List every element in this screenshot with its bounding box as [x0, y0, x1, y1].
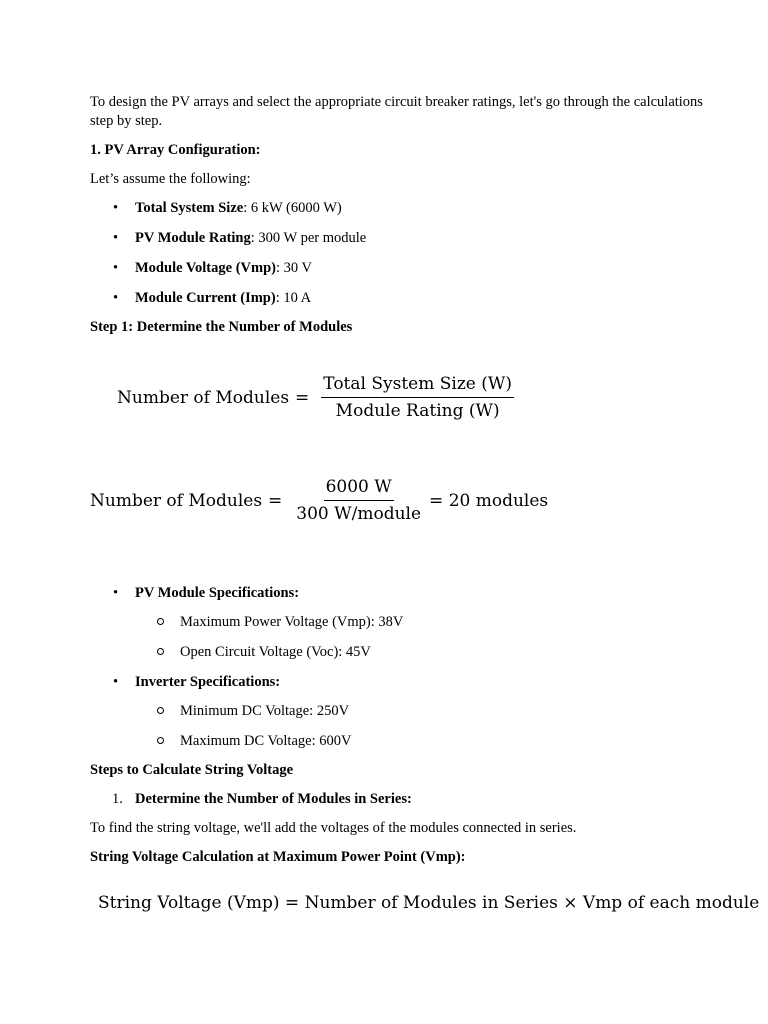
equation-number-of-modules-formula	[117, 374, 520, 421]
assumption-value: : 30 V	[275, 260, 312, 276]
sub-list	[135, 613, 710, 662]
numbered-steps	[90, 790, 710, 809]
circle-bullet-icon	[157, 707, 164, 714]
list-item	[90, 199, 710, 218]
assumptions-list	[90, 199, 710, 308]
circle-bullet-icon	[157, 648, 164, 655]
bullet-icon: •	[113, 585, 119, 601]
assumption-value: : 300 W per module	[250, 230, 367, 246]
assume-text: Let’s assume the following:	[90, 171, 251, 187]
list-item	[90, 790, 710, 809]
bullet-icon: •	[113, 674, 119, 690]
section-heading-pv-array: 1. PV Array Configuration:	[90, 142, 261, 158]
intro-paragraph: To design the PV arrays and select the appropriate circuit breaker ratings, let's go through the calculations step by step.	[90, 94, 703, 129]
step-number: 1.	[112, 791, 123, 807]
document-body	[90, 93, 710, 347]
equation-lhs: Number of Modules	[117, 387, 290, 408]
string-voltage-text: To find the string voltage, we'll add the voltages of the modules connected in series.	[90, 820, 577, 836]
assumption-label: Total System Size	[135, 200, 244, 216]
equation-string-voltage	[98, 893, 759, 913]
fraction-denominator: Module Rating (W)	[335, 401, 500, 421]
fraction-denominator: 300 W/module	[296, 504, 422, 524]
bullet-icon: •	[113, 200, 119, 216]
list-item	[90, 289, 710, 308]
list-item	[135, 613, 710, 632]
specs-list	[90, 584, 710, 751]
vmp-calculation-heading: String Voltage Calculation at Maximum Power Point (Vmp):	[90, 849, 466, 865]
spec-item: Open Circuit Voltage (Voc): 45V	[180, 644, 371, 660]
string-voltage-heading: Steps to Calculate String Voltage	[90, 762, 293, 778]
spec-heading: PV Module Specifications:	[135, 585, 300, 601]
list-item	[90, 229, 710, 248]
bullet-icon: •	[113, 290, 119, 306]
list-item	[90, 584, 710, 662]
equation-fraction	[321, 374, 514, 421]
equation-operator: =	[268, 490, 283, 511]
bullet-icon: •	[113, 230, 119, 246]
equation-rhs: = 20 modules	[429, 490, 549, 511]
equation-fraction	[294, 477, 423, 524]
assumption-label: Module Current (Imp)	[135, 290, 276, 306]
sub-list	[135, 702, 710, 751]
list-item	[135, 732, 710, 751]
assumption-value: : 10 A	[275, 290, 312, 306]
assumption-label: PV Module Rating	[135, 230, 251, 246]
step-label: Determine the Number of Modules in Series:	[135, 791, 412, 807]
assumption-value: : 6 kW (6000 W)	[243, 200, 342, 216]
list-item	[90, 259, 710, 278]
list-item	[135, 702, 710, 721]
equation-number-of-modules-result	[90, 477, 548, 524]
equation-lhs: Number of Modules	[90, 490, 263, 511]
circle-bullet-icon	[157, 618, 164, 625]
circle-bullet-icon	[157, 737, 164, 744]
document-body-lower	[90, 584, 710, 877]
assumption-label: Module Voltage (Vmp)	[135, 260, 276, 276]
bullet-icon: •	[113, 260, 119, 276]
list-item	[135, 643, 710, 662]
fraction-numerator: Total System Size (W)	[321, 374, 514, 398]
list-item	[90, 673, 710, 751]
equation-operator: =	[295, 387, 310, 408]
spec-item: Maximum DC Voltage: 600V	[180, 733, 352, 749]
spec-item: Maximum Power Voltage (Vmp): 38V	[180, 614, 404, 630]
step1-heading: Step 1: Determine the Number of Modules	[90, 319, 353, 335]
fraction-numerator: 6000 W	[324, 477, 394, 501]
equation-text: String Voltage (Vmp) = Number of Modules in Series × Vmp of each module	[98, 893, 760, 913]
spec-item: Minimum DC Voltage: 250V	[180, 703, 350, 719]
spec-heading: Inverter Specifications:	[135, 674, 281, 690]
